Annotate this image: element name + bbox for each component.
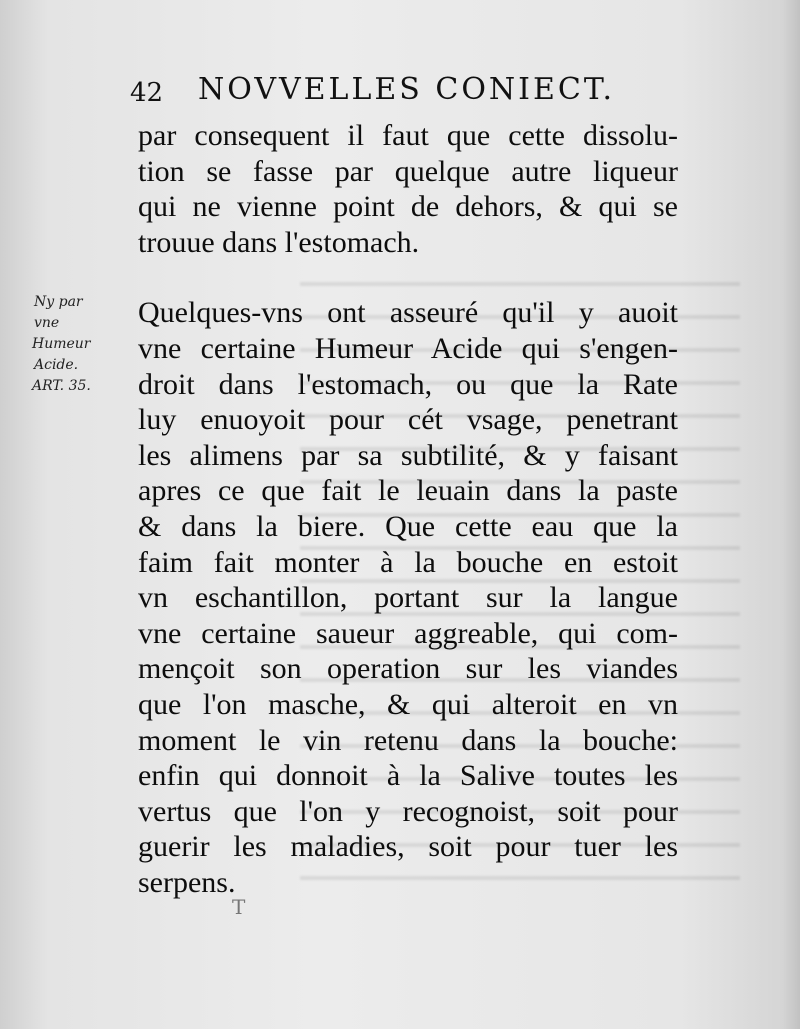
margin-note-line: vne (34, 315, 60, 331)
margin-note-line: ART. 35. (32, 378, 91, 394)
text-line: serpens. (138, 865, 236, 899)
text-line: les alimens par sa subtilité, & y faisant (138, 438, 678, 472)
text-line: trouue dans l'estomach. (138, 225, 420, 259)
text-line: que l'on masche, & qui alteroit en vn (138, 687, 678, 721)
text-line: enfin qui donnoit à la Salive toutes les (138, 759, 678, 793)
text-line: mençoit son operation sur les viandes (138, 652, 678, 686)
page-header (130, 72, 630, 112)
text-line: vertus que l'on y recognoist, soit pour (138, 794, 678, 828)
margin-note-line: Acide. (34, 357, 79, 373)
text-line: & dans la biere. Que cette eau que la (138, 509, 678, 543)
paragraph-2 (138, 295, 678, 900)
text-line: qui ne vienne point de dehors, & qui se (138, 190, 678, 224)
text-line: luy enuoyoit pour cét vsage, penetrant (138, 403, 678, 437)
text-line: vn eschantillon, portant sur la langue (138, 581, 678, 615)
signature-mark: T (232, 895, 246, 919)
margin-note-line: Ny par (34, 294, 83, 310)
text-line: Quelques-vns ont asseuré qu'il y auoit (138, 296, 678, 330)
margin-note-line: Humeur (32, 336, 91, 352)
text-line: guerir les maladies, soit pour tuer les (138, 830, 678, 864)
page-number: 42 (130, 78, 164, 108)
text-line: moment le vin retenu dans la bouche: (138, 723, 678, 757)
text-line: vne certaine saueur aggreable, qui com- (138, 616, 678, 650)
paragraph-1 (138, 118, 678, 260)
text-line: apres ce que fait le leuain dans la paste (138, 474, 678, 508)
body-text (138, 118, 678, 900)
text-line: vne certaine Humeur Acide qui s'engen- (138, 331, 678, 365)
text-line: faim fait monter à la bouche en estoit (138, 545, 678, 579)
running-title: NOVVELLES CONIECT. (198, 72, 616, 107)
text-line: par consequent il faut que cette dissolu- (138, 119, 678, 152)
text-line: droit dans l'estomach, ou que la Rate (138, 367, 678, 401)
margin-note (28, 292, 128, 397)
text-line: tion se fasse par quelque autre liqueur (138, 154, 678, 188)
page-edge-shadow (782, 0, 800, 1029)
